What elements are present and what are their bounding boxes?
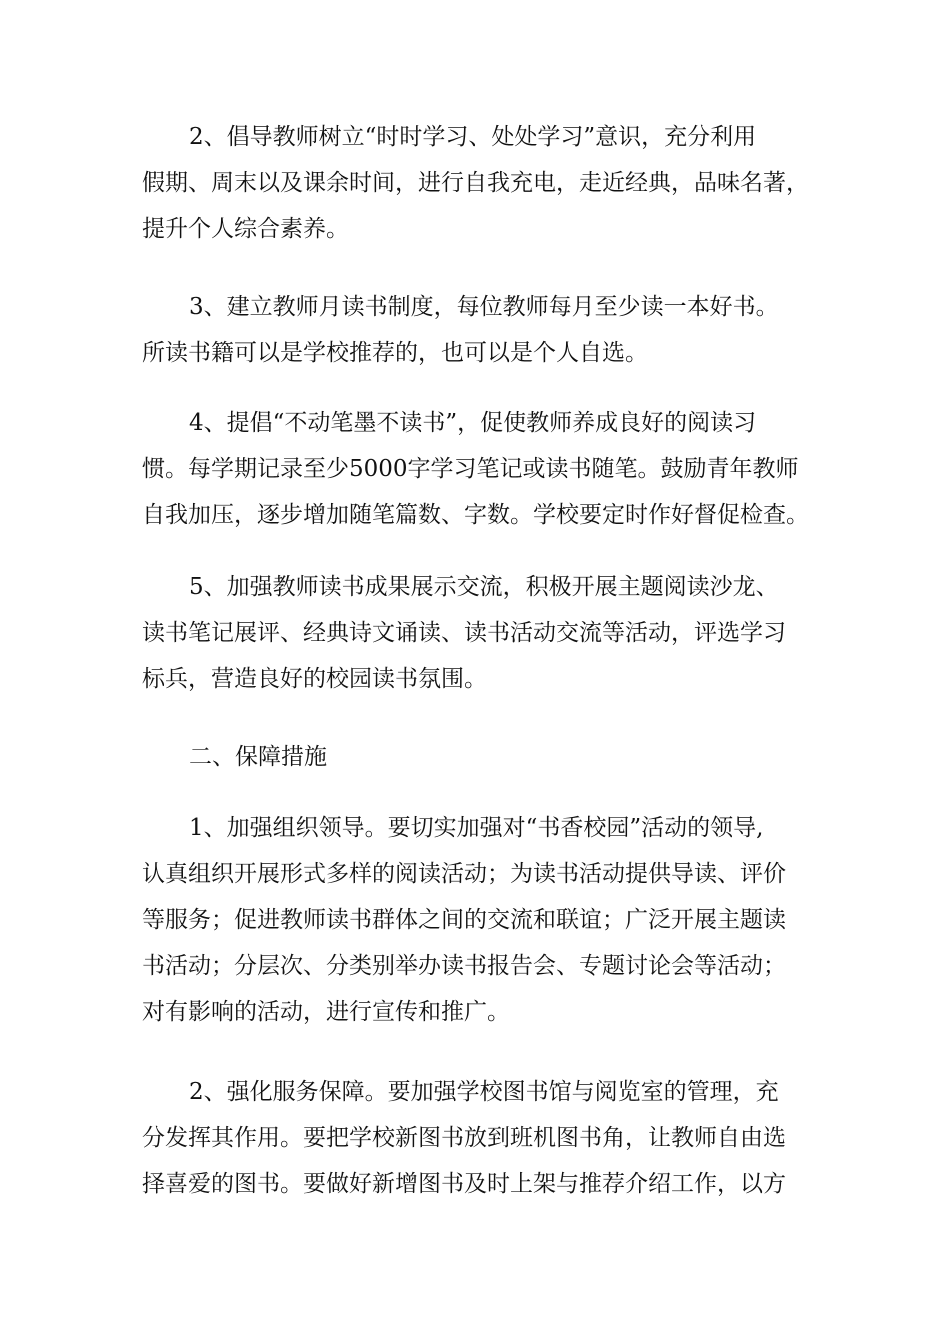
- paragraph-line: 读书笔记展评、经典诗文诵读、读书活动交流等活动，评选学习: [142, 620, 786, 646]
- paragraph-line: 2、倡导教师树立“时时学习、处处学习”意识，充分利用: [189, 124, 757, 150]
- paragraph-line: 3、建立教师月读书制度，每位教师每月至少读一本好书。: [189, 294, 779, 320]
- paragraph-line: 认真组织开展形式多样的阅读活动；为读书活动提供导读、评价: [142, 861, 786, 887]
- paragraph-line: 书活动；分层次、分类别举办读书报告会、专题讨论会等活动；: [142, 953, 786, 979]
- paragraph-line: 4、提倡“不动笔墨不读书”，促使教师养成良好的阅读习: [189, 410, 757, 436]
- section-heading-text: 二、保障措施: [189, 744, 327, 770]
- paragraph-line: 惯。每学期记录至少5000字学习笔记或读书随笔。鼓励青年教师: [142, 456, 799, 482]
- paragraph-item-4-reading-notes: [142, 400, 812, 538]
- paragraph-line: 5、加强教师读书成果展示交流，积极开展主题阅读沙龙、: [189, 574, 779, 600]
- paragraph-item-3-monthly-reading: [142, 284, 812, 376]
- paragraph-line: 假期、周末以及课余时间，进行自我充电，走近经典，品味名著，: [142, 170, 809, 196]
- paragraph-measure-2-service: [142, 1069, 812, 1207]
- paragraph-line: 择喜爱的图书。要做好新增图书及时上架与推荐介绍工作，以方: [142, 1171, 786, 1197]
- section-heading-safeguards: [142, 734, 812, 780]
- paragraph-item-2-reading-awareness: [142, 114, 812, 252]
- paragraph-line: 提升个人综合素养。: [142, 216, 349, 242]
- paragraph-line: 分发挥其作用。要把学校新图书放到班机图书角，让教师自由选: [142, 1125, 786, 1151]
- paragraph-line: 自我加压，逐步增加随笔篇数、字数。学校要定时作好督促检查。: [142, 502, 809, 528]
- paragraph-line: 等服务；促进教师读书群体之间的交流和联谊；广泛开展主题读: [142, 907, 786, 933]
- paragraph-line: 2、强化服务保障。要加强学校图书馆与阅览室的管理，充: [189, 1079, 779, 1105]
- paragraph-line: 1、加强组织领导。要切实加强对“书香校园”活动的领导,: [189, 815, 764, 841]
- paragraph-line: 标兵，营造良好的校园读书氛围。: [142, 666, 487, 692]
- paragraph-item-5-exchange: [142, 564, 812, 702]
- paragraph-line: 所读书籍可以是学校推荐的，也可以是个人自选。: [142, 340, 648, 366]
- paragraph-measure-1-leadership: [142, 805, 812, 1035]
- paragraph-line: 对有影响的活动，进行宣传和推广。: [142, 999, 510, 1025]
